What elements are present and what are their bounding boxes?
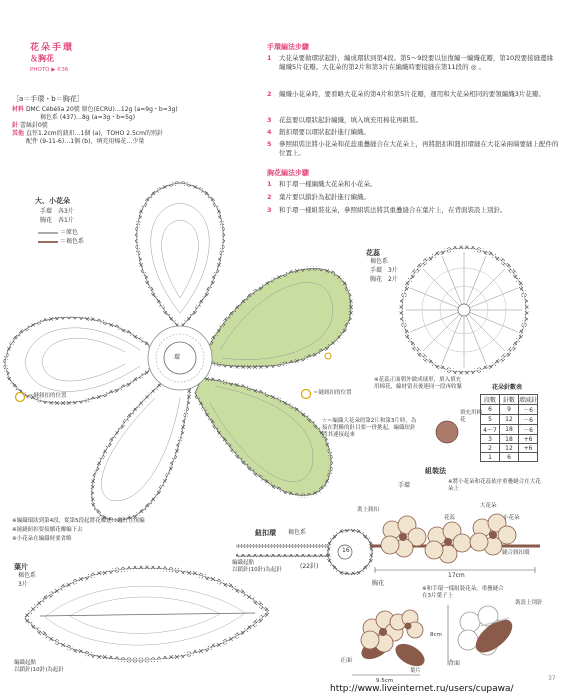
brooch-steps-heading: 胸花編法步驟 bbox=[267, 169, 309, 177]
table-row: 3 18 +6 bbox=[481, 435, 538, 444]
assembly-button-label: 裝上鈕扣 bbox=[357, 507, 380, 513]
assembly-width2: 9.5cm bbox=[376, 678, 394, 684]
table-row: 6 9 －6 bbox=[481, 405, 538, 415]
assembly-big-flower: 大花朵 bbox=[480, 503, 497, 509]
table-row: 1 6 bbox=[481, 453, 538, 462]
legend-ecru: ＝原色 bbox=[60, 229, 79, 236]
assembly-pin-label: 裝設上別針 bbox=[515, 600, 543, 606]
flower-count-row: 手環 各3片 bbox=[40, 208, 74, 215]
stamen-note: ※花蕊正面朝外做成球形，填入填充用棉花，線材留長後連同一段再收緊 bbox=[374, 377, 463, 390]
note-3: ※小花朵在編織時要省略 bbox=[12, 536, 72, 542]
button-loop-start: 編織起點 bbox=[232, 560, 255, 566]
bracelet-assembly-illustration bbox=[370, 514, 540, 573]
brooch-step: 3 和手環一樣組裝花朵，參照組裝法將其重疊縫合在葉片上，在背面裝設上別針。 bbox=[267, 206, 507, 214]
assembly-title: 組裝法 bbox=[425, 467, 446, 475]
assembly-back-label: 背面 bbox=[448, 660, 461, 667]
assembly-small-flower: 小花朵 bbox=[503, 515, 520, 521]
material-label: 材料 bbox=[12, 106, 25, 113]
assembly-brooch-label: 胸花 bbox=[372, 580, 385, 587]
material-line2: 褐色系 (437)…8g (a=3g・b=5g) bbox=[40, 114, 136, 121]
leaf-title: 葉片 bbox=[14, 563, 28, 571]
assembly-bracelet-label: 手環 bbox=[398, 482, 411, 489]
bracelet-step: 3 花蕊要以環狀起針編織，填入填充用棉花再組裝。 bbox=[267, 116, 422, 124]
assembly-front-label: 正面 bbox=[340, 657, 353, 664]
material-line1: DMC Cébélia 20號 原色(ECRU)…12g (a=9g・b=3g) bbox=[25, 106, 178, 113]
stamen-count-row: 胸花 2片 bbox=[370, 276, 398, 283]
join-note: ☆＝編織大花朵的第2片和第3片時，為接在對稱的針目要一併挑起，編織短針將其連接起來 bbox=[322, 418, 417, 438]
leaf-count: 3片 bbox=[18, 581, 28, 588]
flower-center-label: 環 bbox=[174, 354, 181, 361]
flower-diagram-title: 大、小花朵 bbox=[35, 197, 70, 205]
materials-block bbox=[12, 106, 262, 146]
petal-top bbox=[137, 183, 223, 328]
assembly-height: 8cm bbox=[430, 632, 442, 638]
bracelet-step: 5 參照組裝法將小花朵和花蕊重疊縫合在大花朵上，再將鈕扣和鈕扣環縫在大花朵兩端要縫上配件的位置上。 bbox=[267, 140, 559, 157]
bracelet-step: 1 大花朵要做環狀起針，編成環狀到第4段。第5～9段要以往復編一編織花瓣，第10段要接縫邊緣編織5片花瓣。大花朵的第2片和第3片在編織時要接縫在第11段的 ◎ 。 bbox=[267, 54, 554, 71]
assembly-leaf-label: 葉片 bbox=[410, 668, 422, 674]
leaf-diagram bbox=[25, 568, 268, 660]
note-2: ※繞縫鈕扣要接續花瓣編下去 bbox=[12, 527, 83, 533]
big-flower-diagram bbox=[5, 183, 351, 520]
button-marker-right bbox=[302, 390, 311, 399]
page-title: 花朵手環 bbox=[30, 43, 75, 53]
leaf-start-detail: 以鎖針(10針)為起針 bbox=[14, 667, 64, 673]
brooch-step: 1 和手環一樣編織大花朵和小花朵。 bbox=[267, 180, 377, 188]
assembly-width: 17cm bbox=[448, 572, 465, 579]
brooch-front-illustration bbox=[352, 610, 428, 675]
table-row: 5 12 －6 bbox=[481, 415, 538, 425]
stuffed-stamen-illustration bbox=[436, 421, 458, 443]
photo-reference: PHOTO ▶ P.36 bbox=[30, 67, 69, 73]
brooch-back-illustration bbox=[448, 605, 518, 665]
other-label: 其他 bbox=[12, 130, 25, 137]
note-1: ※編織環狀到第4段，從第5段起將花瓣逐一進行往復編 bbox=[12, 518, 145, 524]
stamen-title: 花蕊 bbox=[366, 249, 380, 257]
page-subtitle: ＆胸花 bbox=[30, 54, 54, 63]
stuffing-label: 填充用棉花 bbox=[460, 410, 483, 423]
stamen-color: 褐色系 bbox=[370, 258, 389, 265]
button-loop-chains: (22針) bbox=[300, 563, 319, 570]
button-loop-title: 鈕扣環 bbox=[255, 529, 276, 537]
button-loop-color: 褐色系 bbox=[288, 529, 307, 536]
button-position-right: ＝縫鈕扣的位置 bbox=[313, 390, 352, 396]
assembly-loop-label: 縫合鈕扣環 bbox=[502, 550, 530, 556]
button-loop-start-detail: 以鎖針(10針)為起針 bbox=[232, 567, 282, 573]
leaf-color: 褐色系 bbox=[18, 572, 37, 579]
assembly-note-small: ※將小花朵和花蕊依序重疊縫合在大花朵上 bbox=[448, 479, 541, 492]
source-url[interactable]: http://www.liveinternet.ru/users/cupawa/ bbox=[330, 684, 514, 694]
needle-label: 針 bbox=[12, 122, 19, 129]
bracelet-step: 4 鈕扣環要以環狀起針進行編織。 bbox=[267, 128, 370, 136]
button-loop-count: 16 bbox=[342, 547, 350, 554]
flower-count-row: 胸花 各1片 bbox=[40, 217, 74, 224]
bracelet-step: 2 編織小花朵時，要看略大花朵的第4片和第5片花瓣，運用和大花朵相同的要領編織3片花瓣。 bbox=[267, 90, 545, 98]
brooch-step: 2 葉片要以鎖針為起針進行編織。 bbox=[267, 193, 370, 201]
page-number: 37 bbox=[548, 675, 556, 682]
other-line2: 配件 (9-11-6)…1個 (b)，填充用棉花…少量 bbox=[26, 138, 145, 145]
table-header-row: 段數 針數 增減針 bbox=[481, 395, 538, 405]
button-position-left: ＝縫鈕扣的位置 bbox=[28, 393, 67, 399]
stamen-diagram bbox=[402, 248, 526, 372]
materials-legend: ［a＝手環・b＝胸花］ bbox=[12, 95, 84, 103]
table-row: 4～7 18 －6 bbox=[481, 425, 538, 435]
stitch-count-table bbox=[480, 394, 538, 462]
table-row: 2 12 +6 bbox=[481, 444, 538, 453]
needle-value: 蕾絲針0號 bbox=[19, 122, 48, 129]
stamen-count-row: 手環 3片 bbox=[370, 267, 398, 274]
other-line1: 直徑1.2cm的鈕扣…1個 (a)，TOHO 2.5cm的別針 bbox=[25, 130, 163, 137]
legend-brown: ＝褐色系 bbox=[60, 238, 85, 245]
stitch-table-title: 花朵針數表 bbox=[492, 384, 523, 391]
button-loop-diagram bbox=[328, 530, 372, 574]
button-marker-left bbox=[16, 393, 25, 402]
bracelet-steps-heading: 手環編法步驟 bbox=[267, 43, 309, 51]
assembly-stamen-label: 花蕊 bbox=[444, 515, 456, 521]
assembly-brooch-note: ※和手環一樣組裝花朵，重疊縫合在3片葉子上 bbox=[422, 586, 504, 599]
leaf-start: 編織起點 bbox=[14, 660, 37, 666]
